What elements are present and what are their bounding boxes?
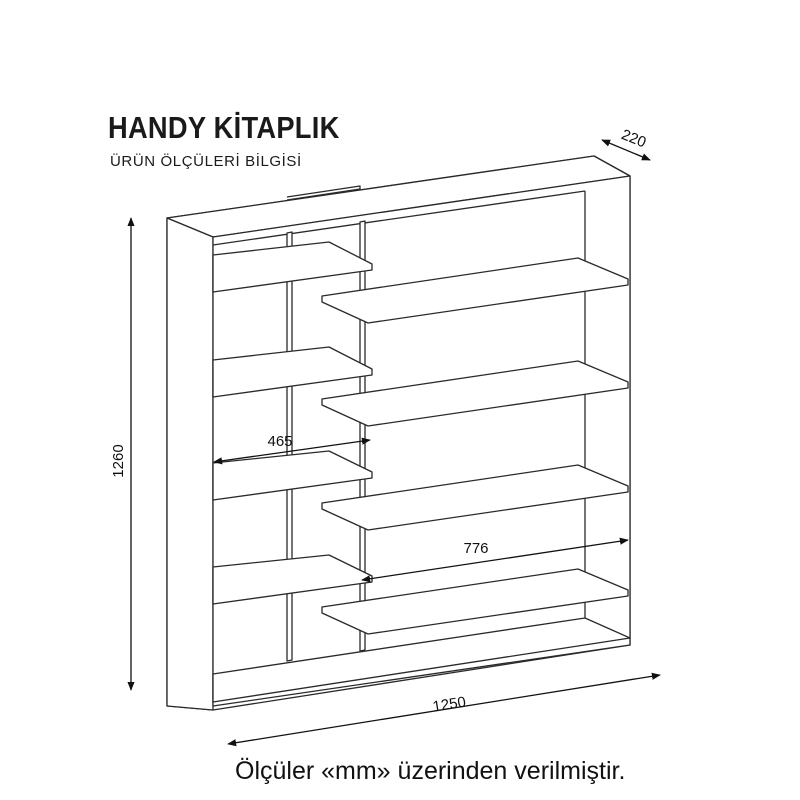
units-note: Ölçüler «mm» üzerinden verilmiştir.	[235, 757, 626, 785]
page-title: HANDY KİTAPLIK	[108, 110, 340, 145]
depth-label: 220	[618, 126, 649, 152]
page-subtitle: ÜRÜN ÖLÇÜLERİ BİLGİSİ	[110, 153, 302, 170]
left-side-panel	[167, 218, 213, 710]
width-label: 1250	[431, 693, 468, 716]
height-label: 1260	[110, 444, 127, 478]
long-shelf-label: 776	[463, 540, 489, 557]
short-shelf-label: 465	[267, 433, 293, 450]
divider-middle	[360, 221, 365, 651]
